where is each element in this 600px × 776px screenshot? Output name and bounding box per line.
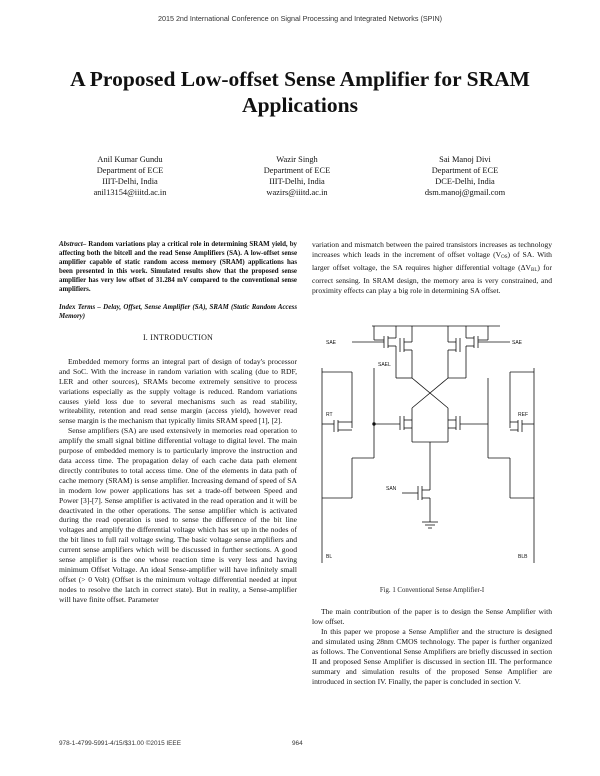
abstract-text: Random variations play a critical role in determining SRAM yield, by affecting both the bitcell and the read Sense Amplifiers (SA). A low-offset sense amplifier capable of static random access memory (SRAM) applications has been presented in this work. Simulated results show that the proposed sense amplifier has very low offset of 31.284 mV compared to the conventional sense amplifiers. (59, 241, 297, 293)
author-email: dsm.manoj@gmail.com (424, 188, 506, 197)
label-ref: REF (518, 411, 528, 418)
figure-caption: Fig. 1 Conventional Sense Amplifier-I (379, 586, 485, 594)
author-name: Wazir Singh (276, 155, 318, 164)
pmos-latch-right (448, 326, 460, 378)
label-sae-left: SAE (326, 339, 337, 346)
label-sael: SAEL (378, 361, 391, 368)
pmos-latch-left (400, 326, 412, 378)
pmos-precharge-left (352, 326, 396, 360)
left-column (59, 240, 297, 605)
abstract-lead: Abstract– (59, 241, 87, 248)
author-block-2 (207, 154, 387, 198)
intro-paragraph-1: Embedded memory forms an integral part of design of today's processor and SoC. With the increase in random variation with scaling (due to RDF, LER and other sources), SRAMs become extremely sensitive to process variations especially as the supply voltage is reduced. Random variations causes yield loss due to several mechanisms such as read stability, writeability, retention and read sense margin (access yield), however read sense margin is the mechanism that typically limits SRAM speed [1], [2]. (59, 356, 297, 426)
subscript-os: OS (501, 254, 508, 260)
author-block-1 (40, 154, 220, 198)
author-name: Anil Kumar Gundu (97, 155, 163, 164)
nmos-latch-left (373, 400, 412, 458)
conference-header: 2015 2nd International Conference on Signal Processing and Integrated Networks (SPIN) (157, 14, 443, 23)
abstract (59, 240, 297, 294)
label-san: SAN (386, 485, 397, 492)
label-blb: BLB (518, 553, 528, 560)
author-email: wazirs@iiitd.ac.in (266, 188, 328, 197)
index-terms: Index Terms – Delay, Offset, Sense Amplifier (SA), SRAM (Static Random Access Memory) (59, 304, 297, 320)
nmos-latch-right (448, 378, 488, 458)
author-dept: Department of ECE (431, 166, 499, 175)
label-sae-right: SAE (512, 339, 523, 346)
figure-circuit-schematic (312, 308, 550, 578)
author-dept: Department of ECE (263, 166, 331, 175)
footer-copyright: 978-1-4799-5991-4/15/$31.00 ©2015 IEEE (59, 740, 181, 747)
contribution-paragraph-1: The main contribution of the paper is to design the Sense Amplifier with low offset. (312, 607, 552, 627)
author-institution: IIIT-Delhi, India (102, 177, 158, 186)
label-bl: BL (326, 553, 333, 560)
section-heading-introduction: I. INTRODUCTION (142, 333, 214, 342)
subscript-bl: BL (531, 267, 538, 273)
author-block-3 (375, 154, 555, 198)
author-dept: Department of ECE (96, 166, 164, 175)
ref-transistor (510, 412, 534, 432)
intro-paragraph-2: Sense amplifiers (SA) are used extensively in memories read operation to amplify the small signal bitline differential voltage to digital level. The main purpose of embedded memory is to particularly improve the instruction and data access time. The propagation delay of each cache data path element directly contributes to total access time. One of the elements in data path of cache memory (SRAM) is sense amplifier. Increasing demand of speed of SA in modern low power applications has set a trade-off between Speed and Power [3]-[7]. Sense amplifier is activated in the read operation and it will be deactivated in the other operations. The sense amplifier which is activated during the read operation is used to sense the difference of the bit line voltages and amplify the differential voltage which has set up in the nodes of the bit lines to full rail voltage swing. The basic voltage sense amplifiers and current sense amplifiers which will be discussed in further sections. A good sense amplifier is the one whose reaction time is very less and having minimum Offset Voltage. An ideal Sense-amplifier will have infinitely small offset (> 0 Volt) (Offset is the minimum voltage differential needed at input nodes to resolve the latch in correct state). But in reality, a Sense-amplifier will have finite offset. Parameter (59, 426, 297, 604)
sense-amplifier-schematic (312, 308, 550, 578)
text-run: variation and mismatch between the paired transistors increases as technology increases which leads in the increment of offset voltage (V (312, 240, 552, 259)
author-institution: DCE-Delhi, India (435, 177, 495, 186)
pmos-precharge-right (466, 326, 510, 360)
label-rt: RT (326, 411, 333, 418)
paper-title: A Proposed Low-offset Sense Amplifier for SRAM Applications (70, 67, 530, 117)
page-number: 964 (292, 740, 303, 747)
author-email: anil13154@iiitd.ac.in (93, 188, 167, 197)
right-column (312, 240, 552, 687)
text-run: ) for correct sensing. In SRAM design, the memory area is very constrained, and proximity effects can play a big role in determining SA offset. (312, 262, 552, 295)
author-institution: IIIT-Delhi, India (269, 177, 325, 186)
author-name: Sai Manoj Divi (439, 155, 491, 164)
contribution-paragraph-2: In this paper we propose a Sense Amplifier and the structure is designed and simulated using 28nm CMOS technology. The paper is further organized as follows. The Conventional Sense Amplifiers are briefly discussed in section II and proposed Sense Amplifier is discussed in section III. The performance summary and simulation results of the proposed Sense Amplifier are introduced in section IV. Finally, the paper is concluded in section V. (312, 627, 552, 686)
text-run: ) of SA. With larger offset voltage, the SA requires higher differential voltage (ΔV (312, 249, 552, 272)
ground-symbol (422, 522, 438, 528)
right-column-paragraph (312, 240, 552, 296)
nmos-tail-san (386, 478, 430, 522)
rt-transistor (322, 412, 352, 432)
